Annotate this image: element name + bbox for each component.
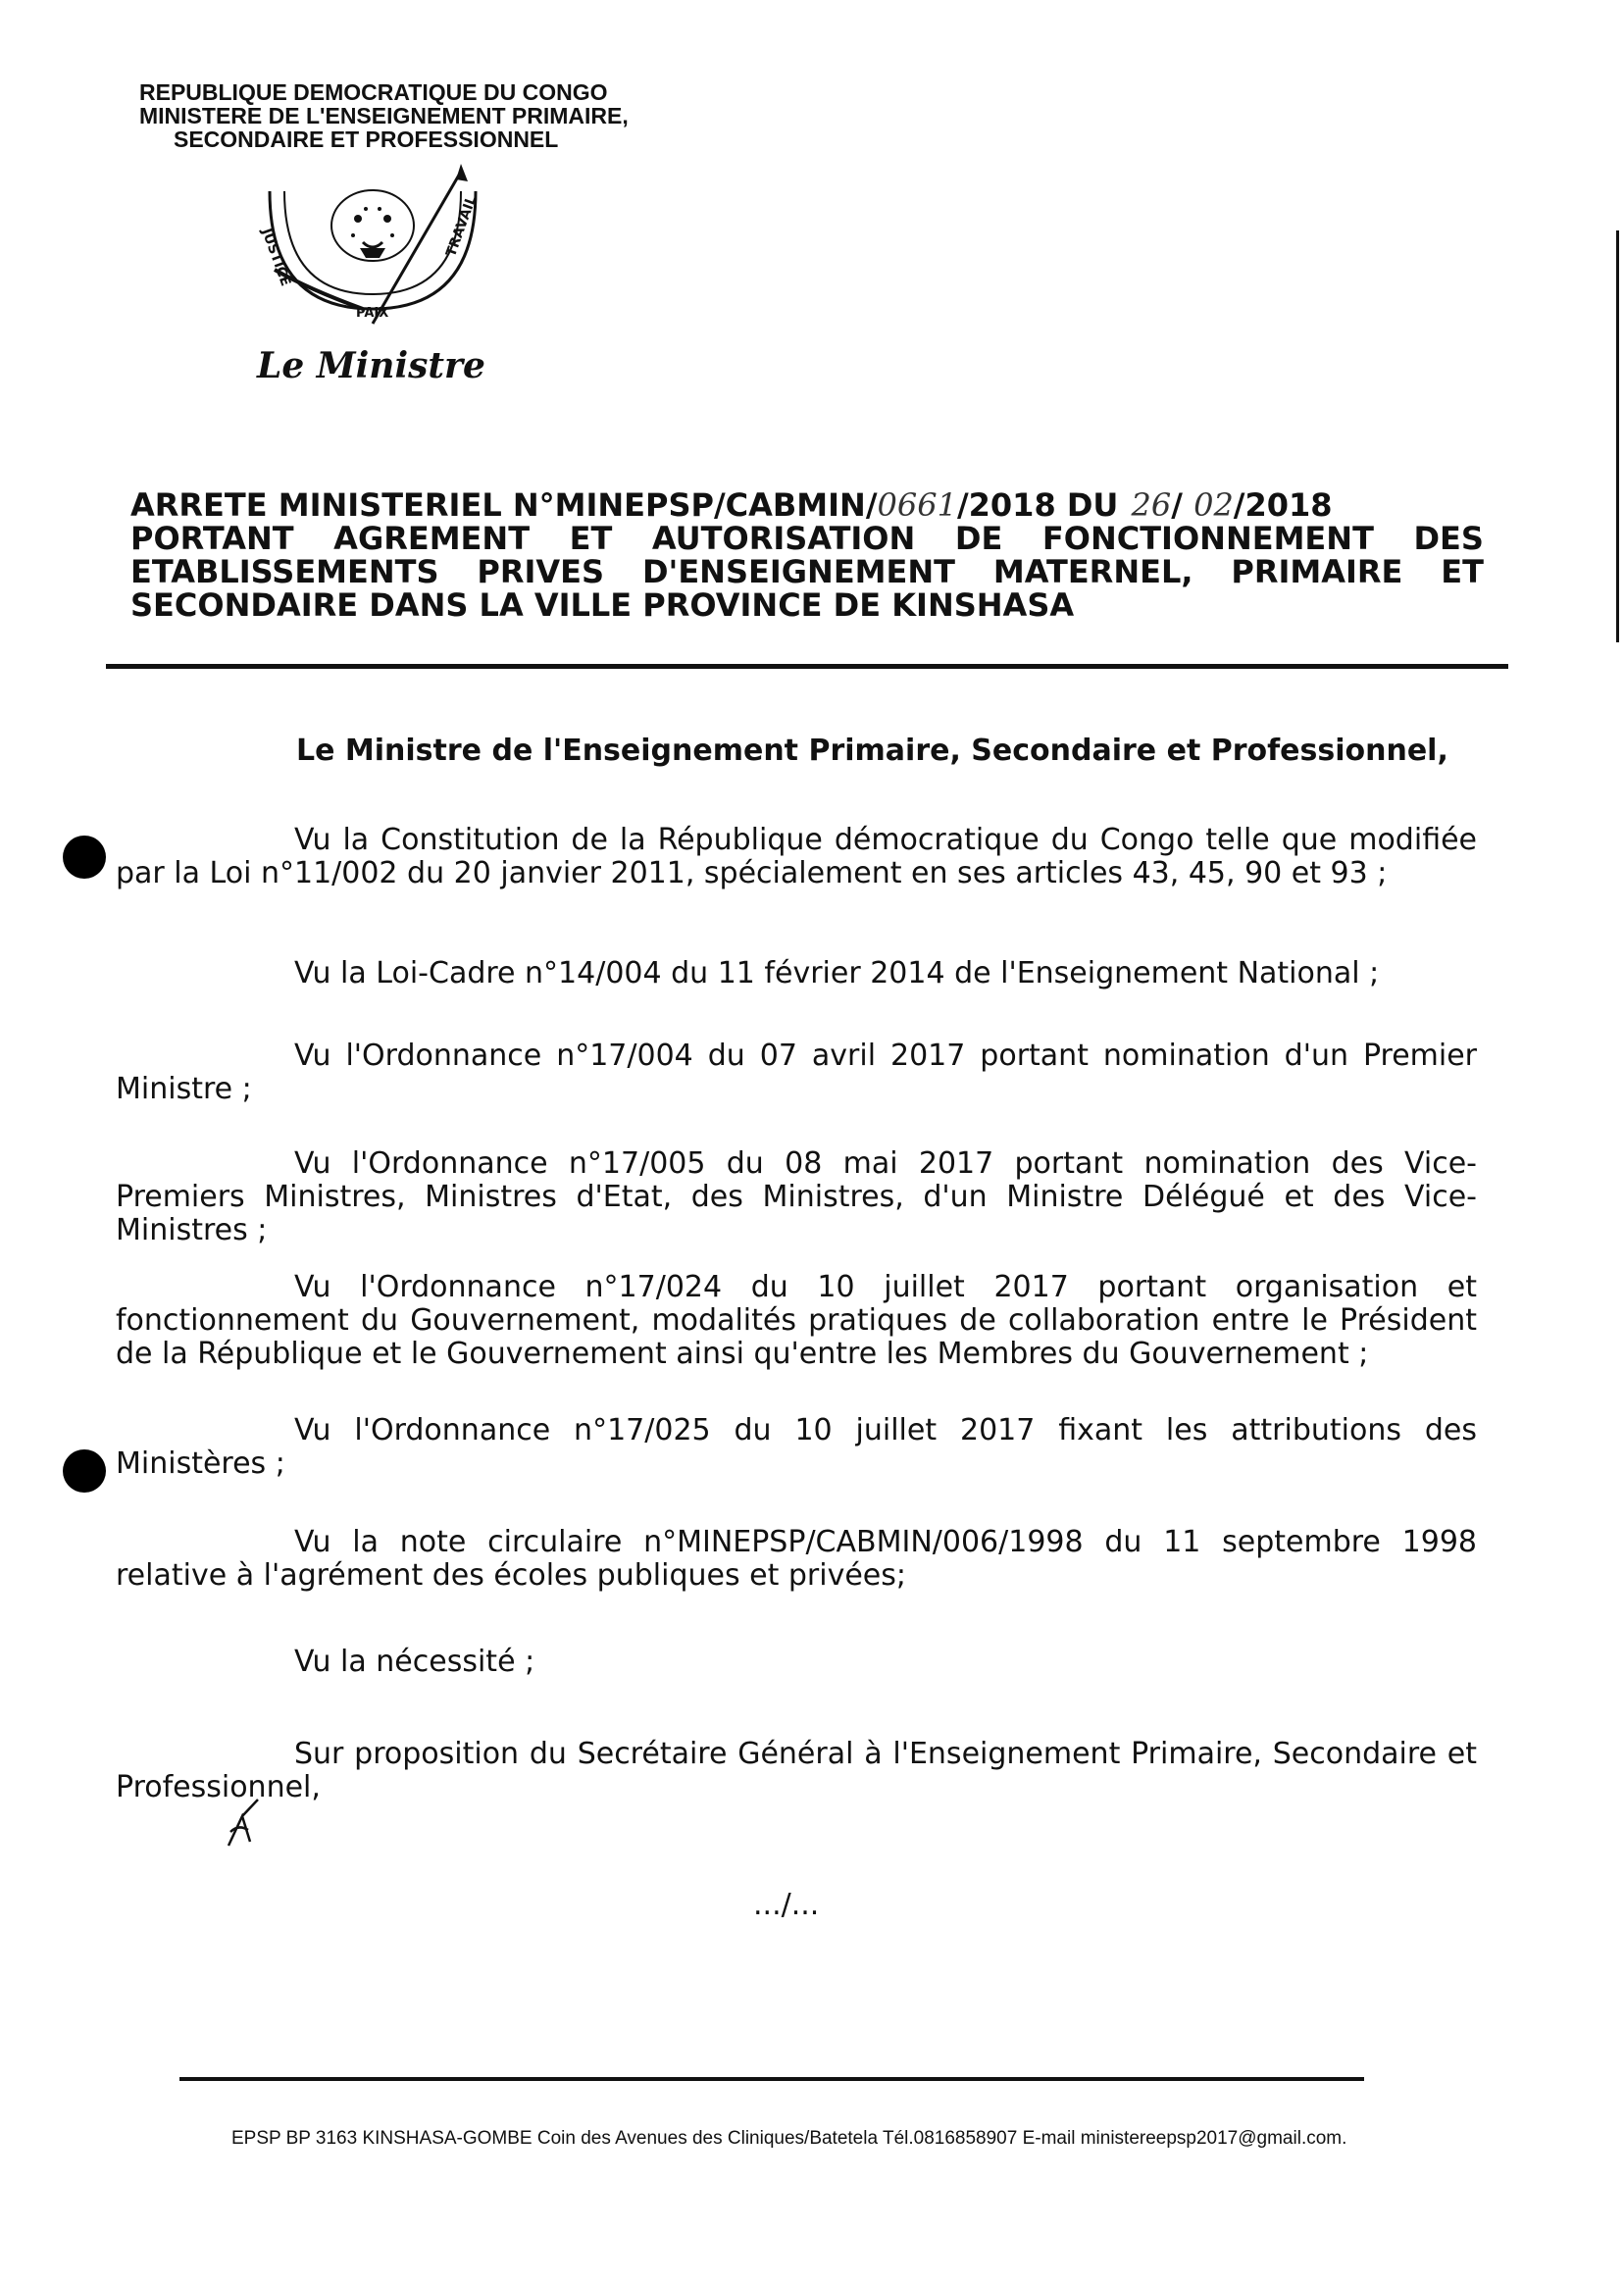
- coat-of-arms-emblem: [250, 162, 495, 333]
- decree-number-handwritten: 0661: [877, 486, 957, 524]
- recital-ordonnance-premier-ministre: Vu l'Ordonnance n°17/004 du 07 avril 2017 portant nomination d'un Premier Ministre ;: [116, 1039, 1477, 1106]
- decree-title-word: ET: [569, 520, 613, 557]
- emblem-motto-center: PAIX: [356, 306, 389, 321]
- decree-title-word: DE: [954, 520, 1003, 557]
- decree-title-word: AGREMENT: [333, 520, 531, 557]
- recital-proposition: Sur proposition du Secrétaire Général à l'Enseignement Primaire, Secondaire et Professionnel,: [116, 1737, 1477, 1804]
- decree-title-word: DES: [1413, 520, 1484, 557]
- page-continuation: .../...: [753, 1888, 820, 1922]
- letterhead: [139, 80, 629, 151]
- letterhead-ministry-line2: SECONDAIRE ET PROFESSIONNEL: [174, 127, 559, 152]
- decree-title-word: FONCTIONNEMENT: [1041, 520, 1374, 557]
- decree-title-prefix: ARRETE MINISTERIEL N°MINEPSP/CABMIN/: [130, 486, 878, 524]
- decree-title-word: D'ENSEIGNEMENT: [641, 553, 955, 590]
- decree-title: [130, 488, 1484, 622]
- recital-ordonnance-attributions: Vu l'Ordonnance n°17/025 du 10 juillet 2017 fixant les attributions des Ministères ;: [116, 1413, 1477, 1481]
- scan-edge-line: [1616, 230, 1619, 642]
- minister-heading: Le Ministre de l'Enseignement Primaire, Secondaire et Professionnel,: [296, 734, 1448, 768]
- footer-address: EPSP BP 3163 KINSHASA-GOMBE Coin des Avenues des Cliniques/Batetela Tél.0816858907 E-mail ministereepsp2017@gmail.com.: [231, 2128, 1347, 2149]
- decree-title-line1: ARRETE MINISTERIEL N°MINEPSP/CABMIN/0661/2018 DU 26/ 02/2018: [130, 486, 1333, 524]
- decree-title-line2: [130, 522, 1484, 555]
- title-divider: [106, 664, 1508, 669]
- decree-day-handwritten: 26: [1131, 486, 1172, 524]
- emblem-motto-right: TRAVAIL: [443, 193, 481, 259]
- decree-title-line4: SECONDAIRE DANS LA VILLE PROVINCE DE KINSHASA: [130, 586, 1075, 624]
- decree-year: /2018: [1233, 486, 1333, 524]
- decree-month-handwritten: 02: [1193, 486, 1234, 524]
- decree-title-word: PRIMAIRE: [1231, 553, 1403, 590]
- recital-loi-cadre: Vu la Loi-Cadre n°14/004 du 11 février 2014 de l'Enseignement National ;: [294, 956, 1380, 990]
- recital-ordonnance-gouvernement: Vu l'Ordonnance n°17/024 du 10 juillet 2017 portant organisation et fonctionnement du Gouvernement, modalités pratiques de collaboration entre le Président de la République et le Gouvernement ainsi qu'entre les Membres du Gouvernement ;: [116, 1270, 1477, 1371]
- recital-necessite: Vu la nécessité ;: [294, 1645, 535, 1679]
- footer-divider: [179, 2077, 1364, 2081]
- minister-signature-title: Le Ministre: [257, 345, 485, 386]
- decree-title-word: PORTANT: [130, 520, 294, 557]
- recital-ordonnance-vice-ministres: Vu l'Ordonnance n°17/005 du 08 mai 2017 portant nomination des Vice-Premiers Ministres, Ministres d'Etat, des Ministres, d'un Ministre Délégué et des Vice-Ministres ;: [116, 1146, 1477, 1247]
- decree-title-word: ET: [1441, 553, 1484, 590]
- decree-title-word: PRIVES: [477, 553, 605, 590]
- emblem-motto-left: JUSTICE: [258, 226, 294, 288]
- decree-title-word: AUTORISATION: [651, 520, 916, 557]
- recital-note-circulaire: Vu la note circulaire n°MINEPSP/CABMIN/006/1998 du 11 septembre 1998 relative à l'agrément des écoles publiques et privées;: [116, 1525, 1477, 1593]
- punch-hole-mark: [63, 1449, 106, 1493]
- decree-title-word: MATERNEL,: [992, 553, 1193, 590]
- decree-title-line3: [130, 555, 1484, 588]
- recital-constitution: Vu la Constitution de la République démocratique du Congo telle que modifiée par la Loi n°11/002 du 20 janvier 2011, spécialement en ses articles 43, 45, 90 et 93 ;: [116, 823, 1477, 890]
- decree-title-word: ETABLISSEMENTS: [130, 553, 439, 590]
- decree-title-mid: /2018 DU: [956, 486, 1119, 524]
- letterhead-ministry-line1: MINISTERE DE L'ENSEIGNEMENT PRIMAIRE,: [139, 103, 629, 128]
- punch-hole-mark: [63, 836, 106, 879]
- handwritten-initial: [221, 1795, 270, 1853]
- letterhead-country: REPUBLIQUE DEMOCRATIQUE DU CONGO: [139, 79, 608, 105]
